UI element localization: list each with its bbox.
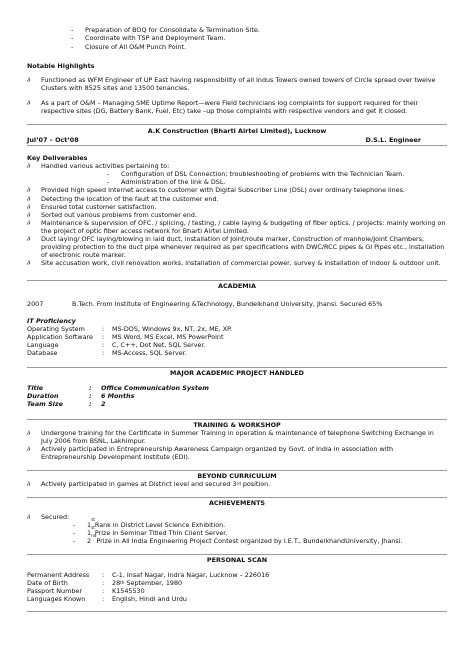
bullet-icon: ∂ — [27, 76, 31, 85]
notable-highlights-heading: Notable Highlights — [27, 62, 95, 71]
list-item: - Administration of the link & DSL. — [107, 178, 226, 187]
deliverables-list — [27, 186, 447, 267]
bullet-icon: ∂ — [27, 444, 31, 453]
list-item: - Preparation of BOQ for Consolidate & Termination Site. — [71, 26, 260, 34]
project-table — [27, 384, 447, 408]
dash-marker: - — [71, 42, 74, 51]
list-item: ∂ Provided high speed Internet access to customer with Digital Subscriber Line (DSL) over ordinary telephone lines. — [27, 186, 405, 195]
list-item: - 1 $^{st}$ Rank in District Level Science Exhibition. — [73, 517, 226, 530]
list-item: ∂ Handled various activities pertaining to: — [27, 162, 170, 171]
project-heading: MAJOR ACADEMIC PROJECT HANDLED — [170, 368, 304, 377]
bullet-icon: ∂ — [27, 99, 31, 108]
table-row: Duration : 6 Months — [27, 391, 135, 400]
academia-row — [27, 300, 447, 308]
dash-marker: - — [107, 170, 110, 179]
training-heading: TRAINING & WORKSHOP — [193, 420, 281, 429]
table-row: Title : Office Communication System — [27, 383, 209, 392]
company-title: A.K Construction (Bharti Airtel Limited), Lucknow — [147, 127, 327, 136]
top-bullet-list — [27, 26, 447, 51]
training-list — [27, 429, 447, 461]
bullet-icon: ∂ — [27, 235, 31, 244]
job-meta-row — [27, 136, 447, 144]
achievement-list — [27, 517, 447, 546]
academia-degree: B.Tech. From Institute of Engineering &Technology, Bundelkhand University, Jhansi. Secured 65% — [72, 299, 383, 308]
it-proficiency-heading: IT Proficiency — [27, 316, 76, 325]
table-row: Database : MS-Access, SQL Server. — [27, 348, 187, 357]
dash-marker: - — [107, 178, 110, 187]
job-role: D.S.L. Engineer — [365, 136, 421, 145]
bullet-icon: ∂ — [27, 194, 31, 203]
academia-year: 2007 — [27, 299, 44, 308]
table-row: Team Size : 2 — [27, 399, 106, 408]
table-row: Application Software : MS Word, MS Excel, MS PowerPoint — [27, 332, 224, 341]
list-item: - Configuration of DSL Connection; troubleshooting of problems with the Technician Team. — [107, 170, 405, 179]
dash-marker: - — [73, 521, 76, 530]
list-item: - 1 $^{st}$ Prize in Seminar Titled Thin Client Server. — [73, 525, 228, 538]
list-item: ∂ Maintenance & supervision of OFC. / splicing, / testing, / cable laying & budgeting of fiber optics. / projects: mainly working on the project of optic fiber access network for Bharti Airtel Limited. — [27, 219, 446, 236]
academia-heading: ACADEMIA — [218, 281, 256, 290]
achievements-heading: ACHIEVEMENTS — [208, 498, 266, 507]
list-item: - Closure of All O&M Punch Point. — [71, 42, 187, 51]
divider — [27, 497, 447, 498]
personal-heading: PERSONAL SCAN — [206, 556, 268, 565]
bullet-icon: ∂ — [27, 428, 31, 437]
list-item: ∂ Actively participated in Entrepreneurship Awareness Campaign organized by Govt. of India in association with Entrepreneurship Development Institute (EDI). — [27, 444, 394, 461]
bullet-icon: ∂ — [27, 259, 31, 268]
bullet-icon: ∂ — [27, 479, 31, 488]
job-period: Jul’07 – Oct’08 — [27, 136, 79, 145]
table-row: Passport Number : K1545530 — [27, 587, 145, 596]
divider — [27, 470, 447, 471]
table-row: Operating System : MS-DOS, Windows 9x, NT, 2x, ME, XP. — [27, 324, 232, 333]
bullet-icon: ∂ — [27, 162, 31, 171]
dash-marker: - — [73, 537, 76, 546]
notable-highlights-list — [27, 76, 447, 115]
list-item: ∂ Functioned as WFM Engineer of UP East having responsibility of all Indus Towers owned towers of Circle spread over twelve Clusters with 8525 sites and 13500 tenancies. — [27, 76, 436, 93]
divider — [27, 145, 447, 146]
list-item: ∂ Undergone training for the Certificate in Summer Training in operation & maintenance of telephone Switching Exchange in July 2006 from BSNL, Lakhimpur. — [27, 428, 434, 445]
table-row: Languages Known : English, Hindi and Urdu — [27, 595, 187, 604]
personal-table — [27, 571, 447, 603]
list-item: ∂ As a part of O&M – Managing SME Uptime Report—were Field technicians log complaints for support required for their respective sites (DG, Battery Bank, Fuel, Etc) take –up those complaints with respective vendors and get it closed. — [27, 99, 419, 116]
divider — [27, 611, 447, 612]
list-item: ∂ Actively participated in games at District level and secured 3rd position. — [27, 479, 271, 488]
table-row: Date of Birth : 28th September, 1980 — [27, 579, 183, 588]
dash-marker: - — [73, 529, 76, 538]
list-item: ∂ Secured: — [27, 512, 70, 521]
table-row: Language : C, C++, Dot Net, SQL Server. — [27, 340, 206, 349]
divider — [27, 419, 447, 420]
divider — [27, 124, 447, 125]
beyond-heading: BEYOND CURRICULUM — [197, 471, 277, 480]
list-item: ∂ Site accusation work, civil renovation works, installation of commercial power, survey & installation of indoor & outdoor unit. — [27, 259, 441, 268]
list-item: ∂ Ensured total customer satisfaction. — [27, 202, 157, 211]
key-deliverables-heading: Key Deliverables — [27, 154, 88, 163]
list-item: ∂ Sorted out various problems from customer end. — [27, 211, 197, 220]
sub-list — [27, 170, 447, 186]
it-table — [27, 325, 447, 357]
list-item: - Coordinate with TSP and Deployment Team. — [71, 34, 226, 43]
table-row: Permanent Address : C-1, Insaf Nagar, Indra Nagar, Lucknow – 226016 — [27, 571, 270, 580]
bullet-icon: ∂ — [27, 219, 31, 228]
list-item: ∂ Duct laying/ OFC laying/blowing in laid duct, installation of Joint/route marker, Construction of manhole/Joint Chambers, providing protection to the duct pipe whenever required as per specifications with DWC/RCC pipes & GI Pipes etc., installation of electronic route marker. — [27, 235, 445, 260]
list-item: ∂ Detecting the location of the fault at the customer end. — [27, 194, 219, 203]
bullet-icon: ∂ — [27, 211, 31, 220]
divider — [27, 367, 447, 368]
divider — [27, 280, 447, 281]
bullet-icon: ∂ — [27, 186, 31, 195]
dash-marker: - — [71, 34, 74, 43]
bullet-icon: ∂ — [27, 202, 31, 211]
divider — [27, 554, 447, 555]
dash-marker: - — [71, 26, 74, 34]
list-item: - 2 $^{nd}$ Prize in All India Engineering Project Contest organized by I.E.T., BundelkhandUniversity, Jhansi. — [73, 533, 403, 546]
bullet-icon: ∂ — [27, 512, 31, 521]
